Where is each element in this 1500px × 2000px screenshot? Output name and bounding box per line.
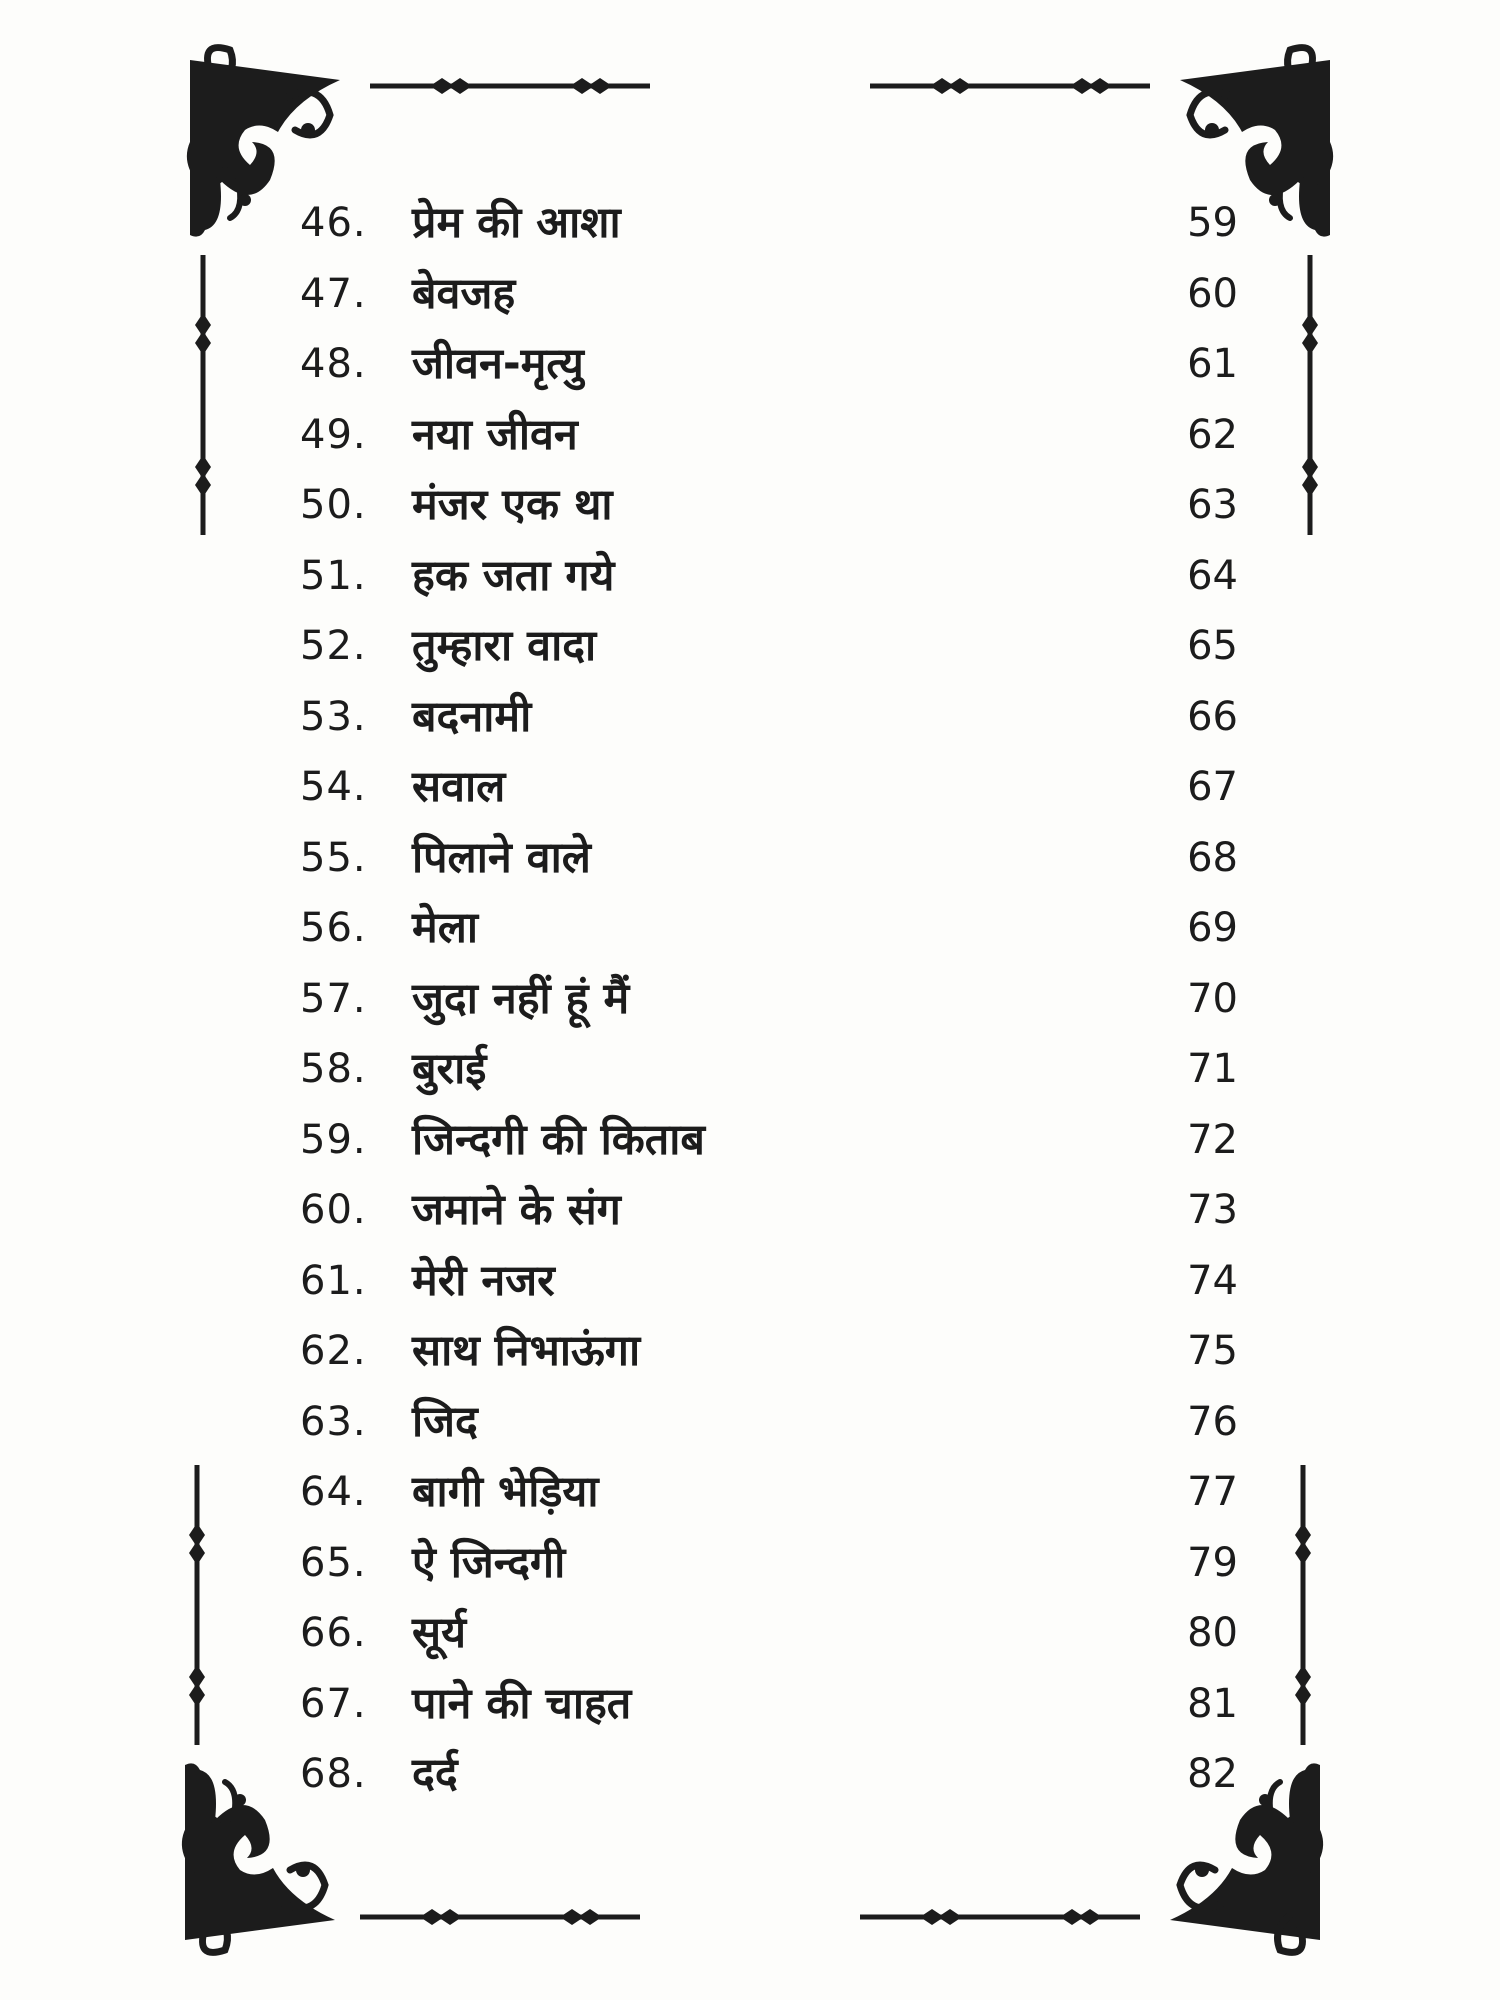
entry-title: प्रेम की आशा (412, 198, 621, 248)
entry-number: 47. (300, 270, 367, 317)
entry-title: जीवन-मृत्यु (412, 339, 584, 389)
toc-entry (0, 1105, 1500, 1175)
toc-entry (0, 1175, 1500, 1245)
entry-title: बुराई (412, 1044, 487, 1094)
toc-entry (0, 1387, 1500, 1457)
entry-number: 56. (300, 905, 367, 951)
entry-number: 65. (300, 1539, 367, 1586)
entry-title: पाने की चाहत (412, 1678, 632, 1729)
entry-page-number: 72 (1187, 1116, 1238, 1163)
entry-page-number: 73 (1187, 1187, 1238, 1233)
toc-entry (0, 1034, 1500, 1104)
toc-entry (0, 259, 1500, 329)
entry-title: तुम्हारा वादा (412, 621, 597, 671)
entry-number: 59. (300, 1116, 367, 1163)
entry-number: 68. (300, 1751, 367, 1797)
entry-title: मंजर एक था (412, 480, 613, 530)
toc-entry (0, 188, 1500, 258)
entry-page-number: 79 (1187, 1539, 1238, 1586)
entry-page-number: 71 (1187, 1046, 1238, 1092)
entry-number: 64. (300, 1469, 367, 1515)
entry-number: 66. (300, 1610, 367, 1656)
entry-title: साथ निभाऊंगा (412, 1326, 641, 1376)
entry-number: 60. (300, 1187, 367, 1233)
entry-number: 48. (300, 341, 367, 387)
toc-entry (0, 1457, 1500, 1527)
entry-page-number: 65 (1187, 623, 1238, 669)
entry-number: 67. (300, 1680, 367, 1727)
toc-entry (0, 823, 1500, 893)
entry-page-number: 70 (1187, 975, 1238, 1022)
entry-title: पिलाने वाले (412, 832, 591, 883)
entry-page-number: 59 (1187, 200, 1238, 246)
entry-number: 61. (300, 1257, 367, 1304)
entry-title: सूर्य (412, 1608, 467, 1658)
entry-page-number: 82 (1187, 1751, 1238, 1797)
entry-number: 52. (300, 623, 367, 669)
entry-page-number: 81 (1187, 1680, 1238, 1727)
entry-title: बागी भेड़िया (412, 1467, 599, 1517)
entry-title: हक जता गये (412, 550, 615, 601)
entry-number: 63. (300, 1398, 367, 1445)
toc-entry (0, 893, 1500, 963)
toc-entry (0, 1669, 1500, 1739)
toc-entry (0, 470, 1500, 540)
entry-number: 62. (300, 1328, 367, 1374)
entry-page-number: 75 (1187, 1328, 1238, 1374)
toc-entry (0, 400, 1500, 470)
entry-page-number: 74 (1187, 1257, 1238, 1304)
entry-page-number: 62 (1187, 411, 1238, 458)
toc-entry (0, 1598, 1500, 1668)
entry-page-number: 60 (1187, 270, 1238, 317)
entry-number: 51. (300, 552, 367, 599)
toc-entry (0, 682, 1500, 752)
entry-title: मेला (412, 903, 479, 953)
entry-number: 49. (300, 411, 367, 458)
entry-page-number: 66 (1187, 693, 1238, 740)
entry-title: जिन्दगी की किताब (412, 1114, 705, 1165)
entry-title: मेरी नजर (412, 1255, 555, 1306)
toc-entry (0, 329, 1500, 399)
entry-title: जिद (412, 1396, 478, 1447)
entry-title: नया जीवन (412, 409, 578, 460)
entry-title: जमाने के संग (412, 1185, 621, 1235)
entry-page-number: 67 (1187, 764, 1238, 810)
entry-number: 46. (300, 200, 367, 246)
toc-entry (0, 752, 1500, 822)
entry-page-number: 64 (1187, 552, 1238, 599)
entry-number: 53. (300, 693, 367, 740)
entry-title: दर्द (412, 1749, 458, 1799)
entry-title: जुदा नहीं हूं मैं (412, 973, 630, 1024)
entry-title: बेवजह (412, 268, 516, 319)
toc-entry (0, 1528, 1500, 1598)
toc-entry (0, 541, 1500, 611)
entry-number: 54. (300, 764, 367, 810)
entry-title: ऐ जिन्दगी (412, 1537, 566, 1588)
entry-number: 57. (300, 975, 367, 1022)
entry-number: 55. (300, 834, 367, 881)
entry-page-number: 63 (1187, 482, 1238, 528)
entry-page-number: 61 (1187, 341, 1238, 387)
entry-number: 58. (300, 1046, 367, 1092)
entry-page-number: 68 (1187, 834, 1238, 881)
toc-entry (0, 1316, 1500, 1386)
toc-entry (0, 1246, 1500, 1316)
toc-entry (0, 964, 1500, 1034)
entry-title: बदनामी (412, 691, 532, 742)
entry-page-number: 69 (1187, 905, 1238, 951)
entry-number: 50. (300, 482, 367, 528)
entry-title: सवाल (412, 762, 506, 812)
toc-entry (0, 1739, 1500, 1809)
entry-page-number: 80 (1187, 1610, 1238, 1656)
toc-entry (0, 611, 1500, 681)
entry-page-number: 76 (1187, 1398, 1238, 1445)
entry-page-number: 77 (1187, 1469, 1238, 1515)
